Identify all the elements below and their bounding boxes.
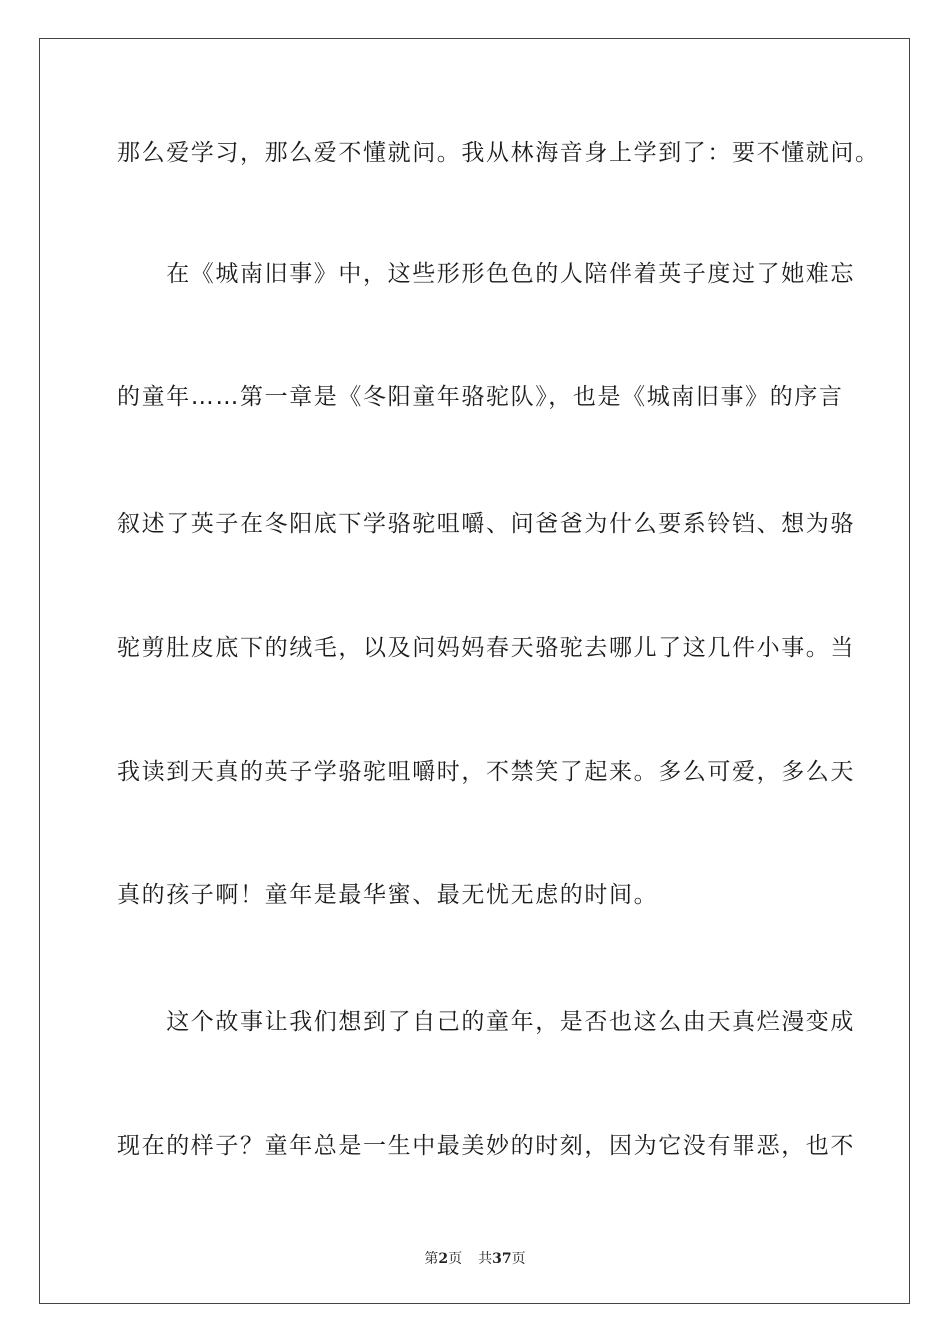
page-footer (0, 1248, 950, 1268)
total-suffix: 页 (511, 1251, 526, 1267)
text-line: 现在的样子？童年总是一生中最美妙的时刻，因为它没有罪恶，也不 (117, 1133, 855, 1159)
total-pages: 37 (492, 1251, 512, 1267)
text-line: 驼剪肚皮底下的绒毛，以及问妈妈春天骆驼去哪儿了这几件小事。当 (117, 635, 855, 661)
text-line: 这个故事让我们想到了自己的童年，是否也这么由天真烂漫变成 (117, 1009, 855, 1035)
total-prefix: 共 (478, 1251, 493, 1267)
text-line: 叙述了英子在冬阳底下学骆驼咀嚼、问爸爸为什么要系铃铛、想为骆 (117, 511, 855, 537)
text-line: 真的孩子啊！童年是最华蜜、最无忧无虑的时间。 (117, 882, 659, 908)
page-prefix: 第 (424, 1251, 439, 1267)
text-line: 的童年……第一章是《冬阳童年骆驼队》，也是《城南旧事》的序言 (117, 384, 844, 410)
page-suffix: 页 (448, 1251, 463, 1267)
text-line: 在《城南旧事》中，这些形形色色的人陪伴着英子度过了她难忘 (117, 261, 855, 287)
page-number: 2 (438, 1251, 449, 1267)
page-border (39, 38, 910, 1304)
text-line: 那么爱学习，那么爱不懂就问。我从林海音身上学到了：要不懂就问。 (117, 140, 880, 166)
text-line: 我读到天真的英子学骆驼咀嚼时，不禁笑了起来。多么可爱，多么天 (117, 759, 855, 785)
